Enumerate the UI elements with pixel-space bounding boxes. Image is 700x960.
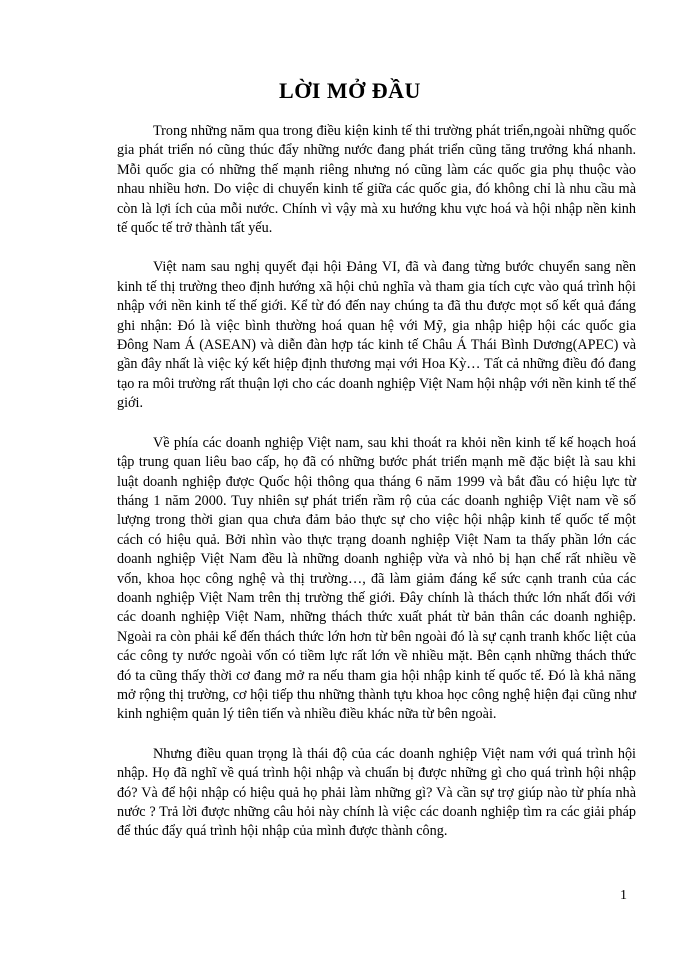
page-title: LỜI MỞ ĐẦU [279,78,421,103]
paragraph: Việt nam sau nghị quyết đại hội Đảng VI, đã và đang từng bước chuyển sang nền kinh tế thị trường theo định hướng xã hội chủ nghĩa và tham gia tích cực vào quá trình hội nhập với nền kinh tế thế giới. Kể từ đó đến nay chúng ta đã thu được mọt số kết quả đáng ghi nhận: Đó là việc bình thường hoá quan hệ với Mỹ, gia nhập hiệp hội các quốc gia Đông Nam Á (ASEAN) và diễn đàn hợp tác kinh tế Châu Á Thái Bình Dương(APEC) và gần đây nhất là việc ký kết hiệp định thương mại với Hoa Kỳ… Tất cả những điều đó đang tạo ra môi trường rất thuận lợi cho các doanh nghiệp Việt Nam hội nhập với nền kinh tế thế giới. [117,259,636,412]
page-number: 1 [620,888,627,903]
paragraph: Nhưng điều quan trọng là thái độ của các doanh nghiệp Việt nam với quá trình hội nhập. Họ đã nghĩ về quá trình hội nhập và chuẩn bị được những gì cho quá trình hội nhập đó? Và để hội nhập có hiệu quả họ phải làm những gì? Và cần sự trợ giúp nào từ phía nhà nước ? Trả lời được những câu hỏi này chính là việc các doanh nghiệp tìm ra các giải pháp để thúc đẩy quá trình hội nhập của mình được thành công. [117,745,636,840]
paragraph: Về phía các doanh nghiệp Việt nam, sau khi thoát ra khỏi nền kinh tế kế hoạch hoá tập trung quan liêu bao cấp, họ đã có những bước phát triển mạnh mẽ đặc biệt là sau khi luật doanh nghiệp được Quốc hội thông qua tháng 6 năm 1999 và bắt đầu có hiệu lực từ tháng 1 năm 2000. Tuy nhiên sự phát triển rầm rộ của các doanh nghiệp Việt nam về số lượng trong thời gian qua chưa đảm bảo thực sự cho việc hội nhập kinh tế quốc tế một cách có hiệu quả. Bởi nhìn vào thực trạng doanh nghiệp Việt Nam ta thấy phần lớn các doanh nghiệp Việt Nam đều là những doanh nghiệp vừa và nhỏ bị hạn chế rất nhiều về vốn, khoa học công nghệ và thị trường…, đã làm giảm đáng kể sức cạnh tranh của các doanh nghiệp Việt Nam trên thị trường thế giới. Đây chính là thách thức lớn nhất đối với các doanh nghiệp Việt Nam, những thách thức xuất phát từ bản thân các doanh nghiệp. Ngoài ra còn phải kể đến thách thức lớn hơn từ bên ngoài đó là sự cạnh tranh khốc liệt của các công ty nước ngoài vốn có tiềm lực rất lớn về nhiều mặt. Bên cạnh những thách thức đó ta cũng thấy thời cơ đang mở ra nếu tham gia hội nhập kinh tế quốc tế. Đó là khả năng mở rộng thị trường, cơ hội tiếp thu những thành tựu khoa học công nghệ hiện đại cũng như kinh nghiệm quản lý tiên tiến và nhiều điều khác nữa từ bên ngoài. [117,434,636,723]
body-text [117,122,636,862]
paragraph: Trong những năm qua trong điều kiện kinh tế thi trường phát triển,ngoài những quốc gia phát triển nó cũng thúc đẩy những nước đang phát triển cũng tăng trưởng khá nhanh. Mỗi quốc gia có những thế mạnh riêng nhưng nó cũng làm các quốc gia phụ thuộc vào nhau nhiều hơn. Do việc di chuyển kinh tế giữa các quốc gia, đó không chỉ là nhu cầu mà còn là lợi ích của mỗi nước. Chính vì vậy mà xu hướng khu vực hoá và hội nhập nền kinh tế quốc tế trở thành tất yếu. [117,123,636,237]
